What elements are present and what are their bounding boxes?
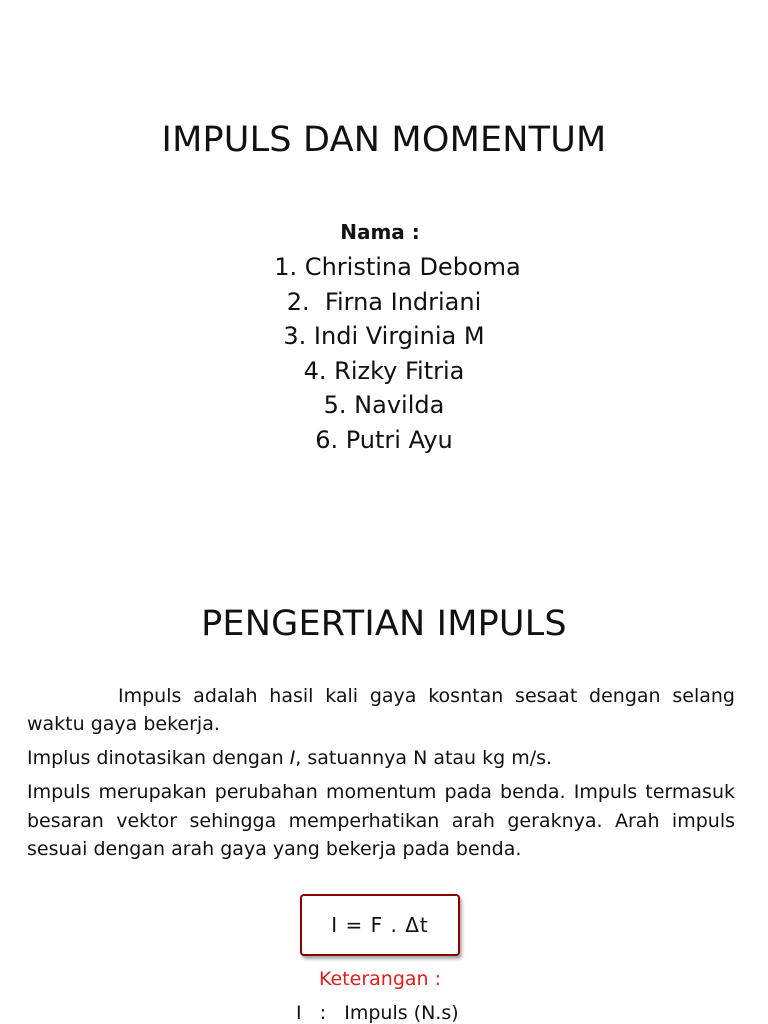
member-name-list xyxy=(0,250,768,457)
slide-title-impuls-dan-momentum: IMPULS DAN MOMENTUM xyxy=(161,120,607,160)
notation-text-post: , satuannya N atau kg m/s. xyxy=(295,747,553,769)
impuls-symbol: I xyxy=(289,747,296,769)
member-name: 3. Indi Virginia M xyxy=(283,322,485,350)
impuls-definition-paragraph: Impuls adalah hasil kali gaya kosntan sesaat dengan selang waktu gaya bekerja. xyxy=(27,685,735,735)
member-name: 5. Navilda xyxy=(323,391,445,419)
member-name: 1. Christina Deboma xyxy=(274,253,521,281)
impuls-unit-definition: I : Impuls (N.s) xyxy=(296,1002,459,1024)
impuls-notation-paragraph xyxy=(27,744,735,772)
member-name: 2. Firna Indriani xyxy=(286,287,482,316)
keterangan-label: Keterangan : xyxy=(318,968,442,990)
impuls-formula-box xyxy=(300,894,460,956)
member-name: 6. Putri Ayu xyxy=(315,425,453,454)
impuls-formula: I = F . Δt xyxy=(331,913,429,937)
impuls-vector-paragraph: Impuls merupakan perubahan momentum pada benda. Impuls termasuk besaran vektor sehingga memperhatikan arah geraknya. Arah impuls sesuai dengan arah gaya yang bekerja pada benda. xyxy=(27,781,735,860)
member-name: 4. Rizky Fitria xyxy=(303,356,465,385)
nama-label: Nama : xyxy=(340,220,420,244)
notation-text-pre: Implus dinotasikan dengan xyxy=(27,747,290,769)
slide-title-pengertian-impuls: PENGERTIAN IMPULS xyxy=(201,604,567,644)
